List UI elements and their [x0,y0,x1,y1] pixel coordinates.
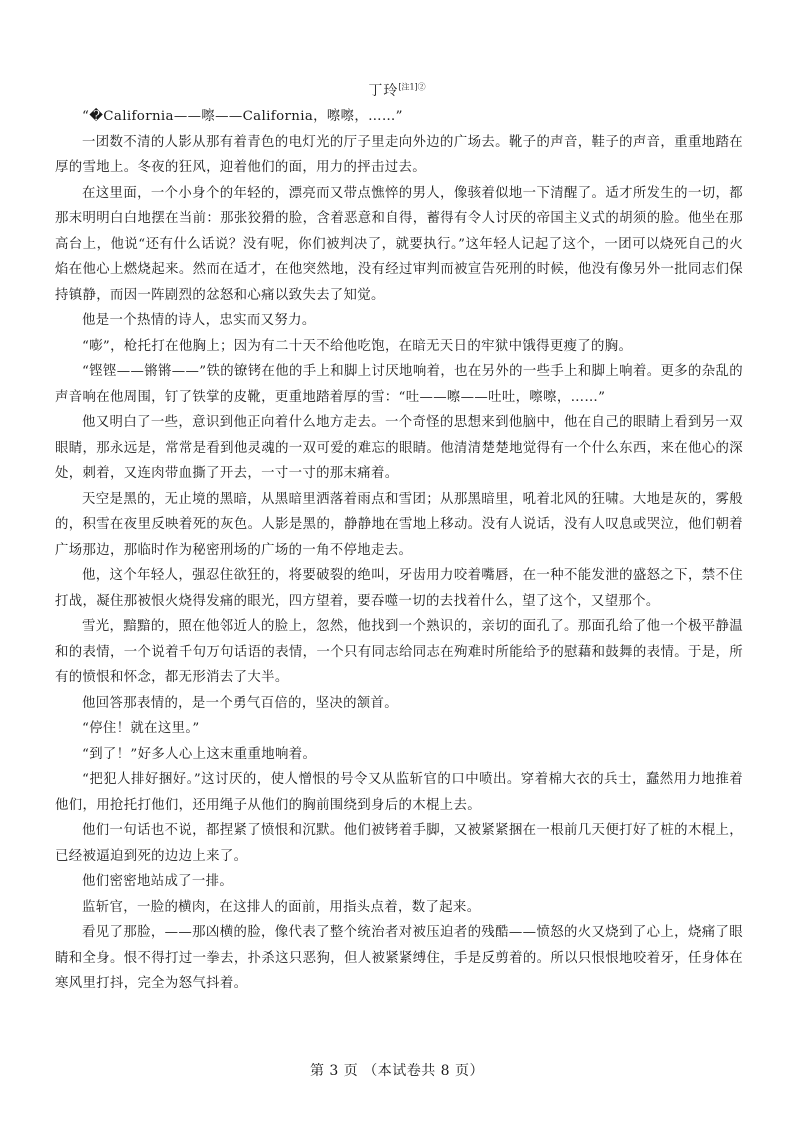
author-footnote-marker: [注1]② [398,82,426,92]
paragraph: “�California——嚓——California，嚓嚓，……” [82,109,403,124]
author-title [0,80,794,100]
paragraph: “铿铿——锵锵——”铁的镣铐在他的手上和脚上讨厌地响着，也在另外的一些手上和脚上响着。更多的杂乱的声音响在他周围，钉了铁掌的皮靴，更重地踏着厚的雪：“吐——嚓——吐吐，嚓嚓，……” [55,364,743,405]
paragraph: “把犯人排好捆好。”这讨厌的，使人憎恨的号令又从监斩官的口中喷出。穿着棉大衣的兵士，蠢然用力地推着他们，用抢托打他们，还用绳子从他们的胸前围绕到身后的木棍上去。 [55,772,743,813]
paragraph: 监斩官，一脸的横肉，在这排人的面前，用指头点着，数了起来。 [82,899,481,915]
paragraph: 他们一句话也不说，都捏紧了愤恨和沉默。他们被铐着手脚，又被紧紧捆在一根前几天便打好了桩的木棍上，已经被逼迫到死的边边上来了。 [55,823,743,864]
paragraph: 他是一个热情的诗人，忠实而又努力。 [82,313,316,328]
paragraph: 他又明白了一些，意识到他正向着什么地方走去。一个奇怪的思想来到他脑中，他在自己的眼睛上看到另一双眼睛，那永远是，常常是看到他灵魂的一双可爱的难忘的眼睛。他清清楚楚地觉得有一个什么东西，来在他心的深处，刺着，又连肉带血撕了开去，一寸一寸的那末痛着。 [55,415,743,481]
author-name: 丁玲 [368,83,399,99]
paragraph: “嘭”，枪托打在他胸上；因为有二十天不给他吃饱，在暗无天日的牢狱中饿得更瘦了的胸。 [82,338,633,354]
passage-body [55,104,743,997]
paragraph: 一团数不清的人影从那有着青色的电灯光的厅子里走向外边的广场去。靴子的声音，鞋子的声音，重重地踏在厚的雪地上。冬夜的狂风，迎着他们的面，用力的抨击过去。 [55,134,743,175]
paragraph: 他们密密地站成了一排。 [82,874,234,889]
paragraph: “停住！就在这里。” [82,721,200,736]
paragraph: 雪光，黯黯的，照在他邻近人的脸上，忽然，他找到一个熟识的，亲切的面孔了。那面孔给了他一个极平静温和的表情，一个说着千句万句话语的表情，一个只有同志给同志在殉难时所能给予的慰藉和鼓舞的表情。于是，所有的愤恨和怀念，都无形消去了大半。 [55,619,743,685]
page-footer: 第 3 页 （本试卷共 8 页） [309,1063,485,1079]
paragraph: 在这里面，一个小身个的年轻的，漂亮而又带点憔悴的男人，像骇着似地一下清醒了。适才所发生的一切，都那末明明白白地摆在当前：那张狡猾的脸，含着恶意和自得，蓄得有令人讨厌的帝国主义式的胡须的脸。他坐在那高台上，他说“还有什么话说？没有呢，你们被判决了，就要执行。”这年轻人记起了这个，一团可以烧死自己的火焰在他心上燃烧起来。然而在适才，在他突然地，没有经过审判而被宣告死刑的时候，他没有像另外一批同志们保持镇静，而因一阵剧烈的忿怒和心痛以致失去了知觉。 [55,185,743,303]
paragraph: 他回答那表情的，是一个勇气百倍的，坚决的颔首。 [82,695,399,711]
paragraph: 看见了那脸，——那凶横的脸，像代表了整个统治者对被压迫者的残酷——愤怒的火又烧到了心上，烧痛了眼睛和全身。恨不得打过一拳去，扑杀这只恶狗，但人被紧紧缚住，手是反剪着的。所以只恨恨地咬着牙，任身体在寒风里打抖，完全为怒气抖着。 [55,925,743,991]
paragraph: 他，这个年轻人，强忍住欲狂的，将要破裂的绝叫，牙齿用力咬着嘴唇，在一种不能发泄的盛怒之下，禁不住打战，凝住那被恨火烧得发痛的眼光，四方望着，要吞噬一切的去找着什么，望了这个，又望那个。 [55,568,743,609]
paragraph: 天空是黑的，无止境的黑暗，从黑暗里洒落着雨点和雪团；从那黑暗里，吼着北风的狂啸。大地是灰的，雾般的，积雪在夜里反映着死的灰色。人影是黑的，静静地在雪地上移动。没有人说话，没有人叹息或哭泣，他们朝着广场那边，那临时作为秘密刑场的广场的一角不停地走去。 [55,491,743,558]
paragraph: “到了！”好多人心上这末重重地响着。 [82,746,317,762]
